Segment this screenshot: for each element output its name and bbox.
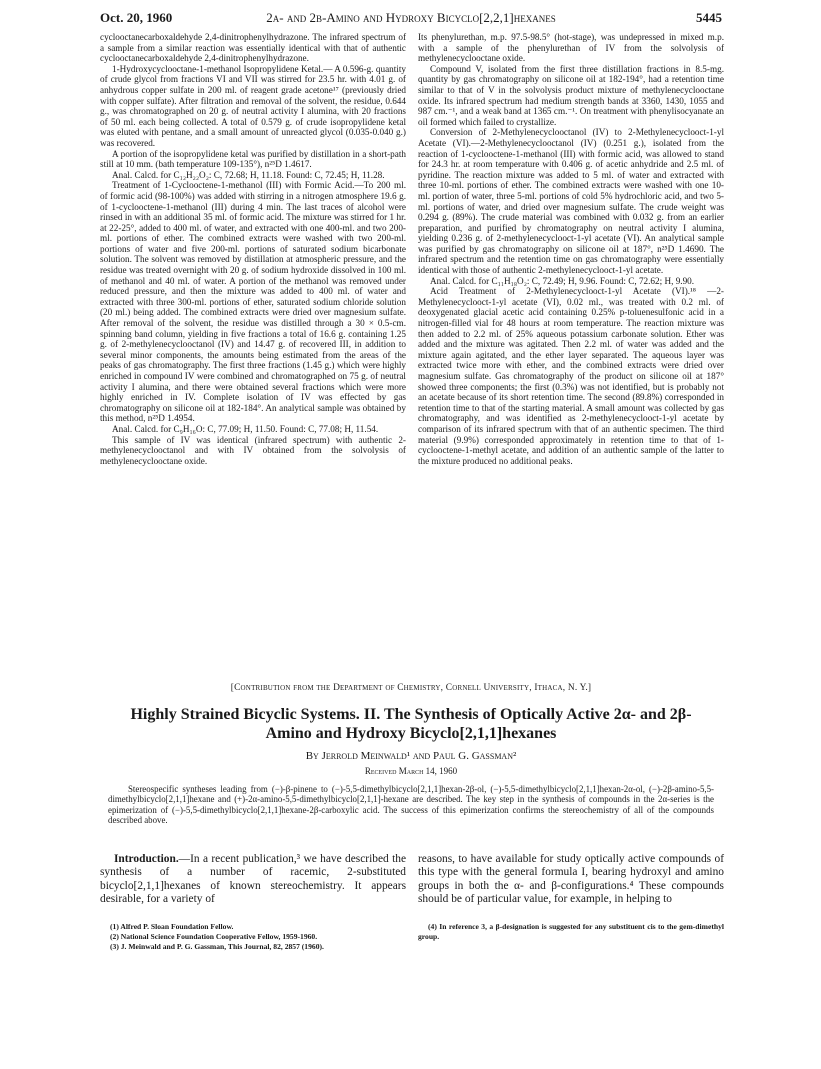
intro-text: —In a recent publication,³ we have described the synthesis of a number of racemic, 2-substituted bicyclo[2,1,1]hexanes of known stereochemistry. It appears desirable, for a variety of [100, 853, 406, 906]
page-number: 5445 [696, 10, 722, 25]
received-date: Received March 14, 1960 [364, 766, 458, 776]
paragraph: Compound V, isolated from the first three distillation fractions in 8.5-mg. quantity by gas chromatography on silicone oil at 182-194°, had a retention time similar to that of V in the solvolysis product mixture of methylenecyclooctane oxide. Its infrared spectrum had medium strength bands at 3360, 1430, 1055 and 987 cm.⁻¹, and a weak band at 1365 cm.⁻¹. On treatment with phenylisocyanate an oil formed which failed to crystallize. [418, 63, 724, 127]
footnotes-left [100, 922, 406, 952]
analysis-line: Anal. Calcd. for C₁₁H₁₈O₂: C, 72.49; H, 9.96. Found: C, 72.62; H, 9.90. [430, 275, 695, 286]
article-title: Highly Strained Bicyclic Systems. II. The Synthesis of Optically Active 2α- and 2β-Amino and Hydroxy Bicyclo[2,1,1]hexanes [130, 706, 692, 742]
header-date: Oct. 20, 1960 [100, 10, 173, 25]
paragraph: Treatment of 1-Cyclooctene-1-methanol (III) with Formic Acid.—To 200 ml. of formic acid (98-100%) was added with stirring in a nitrogen atmosphere 19.6 g. of 1-cyclooctene-1-methanol (III) during 4 min. The last traces of alcohol were rinsed in with an additional 35 ml. of formic acid. The mixture was stirred for 1 hr. at 22-25°, added to 400 ml. of water, and extracted with one 400-ml. and two 200-ml. portions of ether. The combined extracts were washed with two 200-ml. portions of water and five 200-ml. portions of saturated sodium bicarbonate solution. The solvent was removed by distillation at atmospheric pressure, and the residue was treated overnight with 20 g. of sodium hydroxide dissolved in 100 ml. of methanol and 40 ml. of water. A portion of the methanol was removed under reduced pressure, and then the mixture was added to 400 ml. of water and extracted with three 300-ml. portions of ether, saturated sodium chloride solution (20 ml.) being added. The combined extracts were dried over magnesium sulfate. After removal of the solvent, the residue was distilled through a 30 × 0.5-cm. spinning band column, yielding in five fractions a total of 16.6 g. containing 1.25 g. of 2-methylenecyclooctanol (IV) and 14.47 g. of recovered III, in addition to several minor components, the amounts being estimated from the areas of the peaks of gas chromatography. The first three fractions (1.45 g.) which were highly enriched in compound IV were combined and chromatographed on 75 g. of neutral activity I alumina, and there were obtained several fractions which were more highly enriched in IV. Complete isolation of IV was effected by gas chromatography on silicone oil at 182-184°. An analytical sample was obtained by this method, n²⁵D 1.4954. [100, 180, 406, 424]
running-title: 2α- and 2β-Amino and Hydroxy Bicyclo[2,2,1]hexanes [266, 10, 556, 25]
left-column [100, 32, 406, 466]
paragraph: 1-Hydroxycyclooctane-1-methanol Isopropylidene Ketal.— A 0.596-g. quantity of crude glycol from fractions VI and VII was stirred for 23.5 hr. with 4.01 g. of anhydrous copper sulfate in 200 ml. of reagent grade acetone¹⁷ (previously dried with copper sulfate). After filtration and removal of the solvent, the residue, 0.644 g., was chromatographed on 20 g. of neutral activity I alumina, with 20 fractions of 50 ml. each being collected. A total of 0.579 g. of crude isopropylidene ketal was eluted with pentane, and a small amount of unreacted glycol (0.035-0.040 g.) was recovered. [100, 63, 406, 148]
paragraph: Its phenylurethan, m.p. 97.5-98.5° (hot-stage), was undepressed in mixed m.p. with a sample of the phenylurethan of IV from the solvolysis of methylenecyclooctane oxide. [418, 32, 724, 64]
paragraph: cyclooctanecarboxaldehyde 2,4-dinitrophenylhydrazone. The infrared spectrum of a sample from a similar reaction was essentially identical with that of authentic cyclooctanecarboxaldehyde 2,4-dinitrophenylhydrazone. [100, 32, 406, 64]
intro-continued: reasons, to have available for study optically active compounds of this type with the general formula I, bearing hydroxyl and amino groups in both the α- and β-configurations.⁴ These compounds should be of particular value, for example, in helping to [418, 853, 724, 906]
footnote: (3) J. Meinwald and P. G. Gassman, This Journal, 82, 2857 (1960). [110, 942, 324, 951]
footnote-right: (4) In reference 3, a β-designation is suggested for any substituent cis to the gem-dimethyl group. [418, 922, 724, 941]
paragraph: This sample of IV was identical (infrared spectrum) with authentic 2-methylenecyclooctanol and with IV obtained from the solvolysis of methylenecyclooctane oxide. [100, 434, 406, 466]
footnote: (1) Alfred P. Sloan Foundation Fellow. [110, 922, 234, 931]
paragraph: Acid Treatment of 2-Methylenecyclooct-1-yl Acetate (VI).¹⁸ —2-Methylenecyclooct-1-yl acetate (VI), 0.02 ml., was treated with 0.2 ml. of deoxygenated glacial acetic acid containing 0.25% p-toluenesulfonic acid in a nitrogen-filled vial for 48 hours at room temperature. The reaction mixture was then added to 2.2 ml. of 25% aqueous potassium carbonate solution. Ether was added and the mixture was agitated. Then 2.2 ml. of water was added and the mixture again agitated, and the ether layer separated. The aqueous layer was extracted twice more with ether, and the combined extracts were dried over magnesium sulfate. Gas chromatography of the product on silicone oil at 187° showed three components; the first (0.3%) was not identified, but is probably not an acetate because of its short retention time. The second (89.8%) corresponded in retention time to that of the starting material. A small amount was collected by gas chromatography, and was identified as 2-methylenecyclooct-1-yl acetate by comparison of its infrared spectrum with that of an authentic specimen. The third material (9.9%) corresponded approximately in retention time to that of 1-cyclooctene-1-methyl acetate, and addition of an authentic sample of the latter to the mixture produced no additional peaks. [418, 286, 724, 466]
intro-left [100, 853, 406, 907]
abstract: Stereospecific syntheses leading from (−)-β-pinene to (−)-5,5-dimethylbicyclo[2,1,1]hexan-2β-ol, (−)-5,5-dimethylbicyclo[2,1,1]hexan-2α-ol, (−)-2β-amino-5,5-dimethylbicyclo[2,1,1]hexane and (+)-2α-amino-5,5-dimethylbicyclo[2,1,1]-hexane are described. The key step in the synthesis of compounds in the 2α-series is the epimerization of (−)-5,5-dimethylbicyclo[2,1,1]hexane-2β-carboxylic acid. The success of this epimerization confirms the stereochemistry of all of the compounds described above. [108, 784, 714, 826]
analysis-line: Anal. Calcd. for C₁₂H₂₂O₂: C, 72.68; H, 11.18. Found: C, 72.45; H, 11.28. [112, 169, 385, 180]
footnote: (2) National Science Foundation Cooperative Fellow, 1959-1960. [110, 932, 318, 941]
right-column [418, 32, 724, 466]
author-line: By Jerrold Meinwald¹ and Paul G. Gassman² [305, 750, 517, 762]
paragraph: Conversion of 2-Methylenecyclooctanol (IV) to 2-Methylenecyclooct-1-yl Acetate (VI).—2-Methylenecyclooctanol (IV) (0.251 g.), isolated from the reaction of 1-cyclooctene-1-methanol (III) with formic acid, was allowed to stand for 24.3 hr. at room temperature with 0.406 g. of acetic anhydride and 2.5 ml. of pyridine. The reaction mixture was added to 5 ml. of water and extracted with three 10-ml. portions of ether. The combined extracts were washed with one 10-ml. portion of water, three 5-ml. portions of cold 5% hydrochloric acid, and two 5-ml. portions of water, and dried over magnesium sulfate. The crude weight was 0.294 g. (89%). The crude material was combined with 0.032 g. from an earlier preparation, and purified by chromatography on neutral activity I alumina, yielding 0.236 g. of 2-methylenecyclooct-1-yl acetate (VI). An analytical sample was purified by gas chromatography on silicone oil at 187°, n²⁵D 1.4690. The infrared spectrum and the retention time on gas chromatography were essentially identical with those of authentic 2-methylenecyclooct-1-yl acetate. [418, 127, 724, 276]
paragraph: A portion of the isopropylidene ketal was purified by distillation in a short-path still at 10 mm. (bath temperature 109-135°), n²⁵D 1.4617. [100, 148, 406, 170]
page-header [100, 10, 722, 30]
affiliation: [Contribution from the Department of Chemistry, Cornell University, Ithaca, N. Y.] [230, 683, 592, 693]
intro-right [418, 853, 724, 907]
analysis-line: Anal. Calcd. for C₉H₁₆O: C, 77.09; H, 11.50. Found: C, 77.08; H, 11.54. [112, 423, 379, 434]
intro-heading: Introduction. [114, 853, 179, 865]
